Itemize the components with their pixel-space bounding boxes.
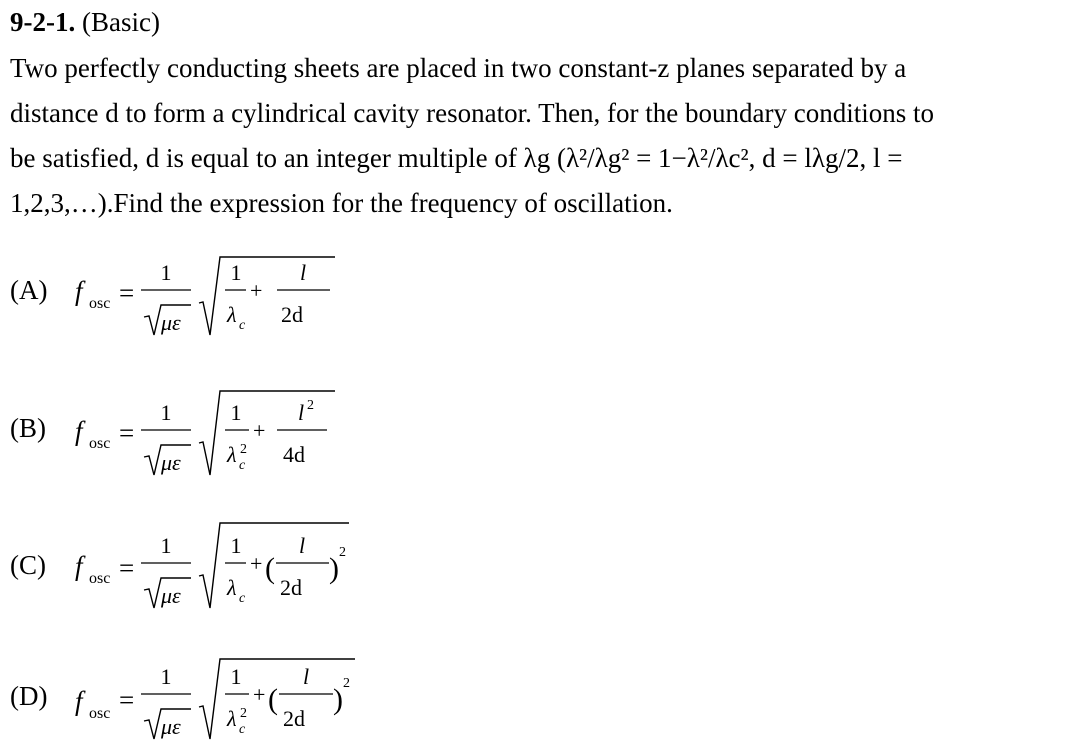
term1-subscript: c <box>239 318 246 333</box>
term1-numerator: 1 <box>230 664 242 689</box>
paren-exponent: 2 <box>339 545 346 560</box>
frequency-subscript: osc <box>89 295 111 312</box>
coefficient-numerator: 1 <box>160 260 172 285</box>
option-c[interactable] <box>10 520 410 620</box>
question-text <box>10 46 1053 226</box>
question-line: Two perfectly conducting sheets are placed in two constant-z planes separated by a <box>10 53 907 83</box>
coefficient-denominator: με <box>161 450 181 475</box>
term2-numerator: l <box>299 260 307 285</box>
coefficient-denominator: με <box>161 583 181 608</box>
term2-denominator: 2d <box>283 706 305 731</box>
problem-level: (Basic) <box>81 7 160 37</box>
term2-denominator: 2d <box>280 575 302 600</box>
frequency-subscript: osc <box>89 435 111 452</box>
plus-sign: + <box>253 418 266 443</box>
close-paren: ) <box>329 552 339 585</box>
formula <box>65 655 405 755</box>
frequency-subscript: osc <box>89 570 111 587</box>
term2-numerator: l <box>302 664 310 689</box>
option-d[interactable] <box>10 655 410 755</box>
square-root-radical <box>199 257 335 335</box>
term2-numerator: l <box>297 400 305 425</box>
coefficient-denominator: με <box>161 310 181 335</box>
frequency-symbol: f <box>75 686 83 716</box>
square-root-radical <box>199 391 335 475</box>
frequency-symbol: f <box>75 416 83 446</box>
plus-sign: + <box>250 278 263 303</box>
frequency-symbol: f <box>75 551 83 581</box>
term1-denominator: λ <box>227 302 237 327</box>
question-line: be satisfied, d is equal to an integer multiple of λg (λ²/λg² = 1−λ²/λc², d = lλg/2, l = <box>10 143 903 173</box>
equals-sign: = <box>119 685 135 715</box>
close-paren: ) <box>333 683 343 716</box>
formula <box>65 245 405 345</box>
term2-numerator: l <box>298 533 306 558</box>
option-letter: (D) <box>10 681 48 711</box>
formula <box>65 520 405 620</box>
term1-superscript: 2 <box>240 706 247 721</box>
term1-subscript: c <box>239 722 246 737</box>
plus-sign: + <box>253 682 266 707</box>
term1-superscript: 2 <box>240 442 247 457</box>
option-letter: (C) <box>10 550 46 580</box>
term1-subscript: c <box>239 458 246 473</box>
term1-subscript: c <box>239 591 246 606</box>
question-line: distance d to form a cylindrical cavity resonator. Then, for the boundary conditions to <box>10 98 934 128</box>
coefficient-numerator: 1 <box>160 533 172 558</box>
option-b[interactable] <box>10 385 410 485</box>
problem-number: 9-2-1. <box>10 7 76 37</box>
term2-superscript: 2 <box>307 398 314 413</box>
question-line: 1,2,3,…).Find the expression for the frequency of oscillation. <box>10 188 673 218</box>
term1-numerator: 1 <box>230 400 242 425</box>
coefficient-numerator: 1 <box>160 400 172 425</box>
frequency-symbol: f <box>75 276 83 306</box>
problem-heading <box>10 6 160 38</box>
open-paren: ( <box>268 683 278 716</box>
formula <box>65 385 405 485</box>
option-letter: (A) <box>10 275 48 305</box>
term1-denominator: λ <box>227 706 237 731</box>
coefficient-numerator: 1 <box>160 664 172 689</box>
term2-denominator: 2d <box>281 302 303 327</box>
option-letter: (B) <box>10 413 46 443</box>
frequency-subscript: osc <box>89 705 111 722</box>
coefficient-denominator: με <box>161 714 181 739</box>
equals-sign: = <box>119 418 135 448</box>
plus-sign: + <box>250 551 263 576</box>
equals-sign: = <box>119 278 135 308</box>
term2-denominator: 4d <box>283 442 305 467</box>
term1-denominator: λ <box>227 442 237 467</box>
paren-exponent: 2 <box>343 676 350 691</box>
term1-numerator: 1 <box>230 533 242 558</box>
open-paren: ( <box>265 552 275 585</box>
term1-numerator: 1 <box>230 260 242 285</box>
term1-denominator: λ <box>227 575 237 600</box>
equals-sign: = <box>119 553 135 583</box>
option-a[interactable] <box>10 245 410 345</box>
